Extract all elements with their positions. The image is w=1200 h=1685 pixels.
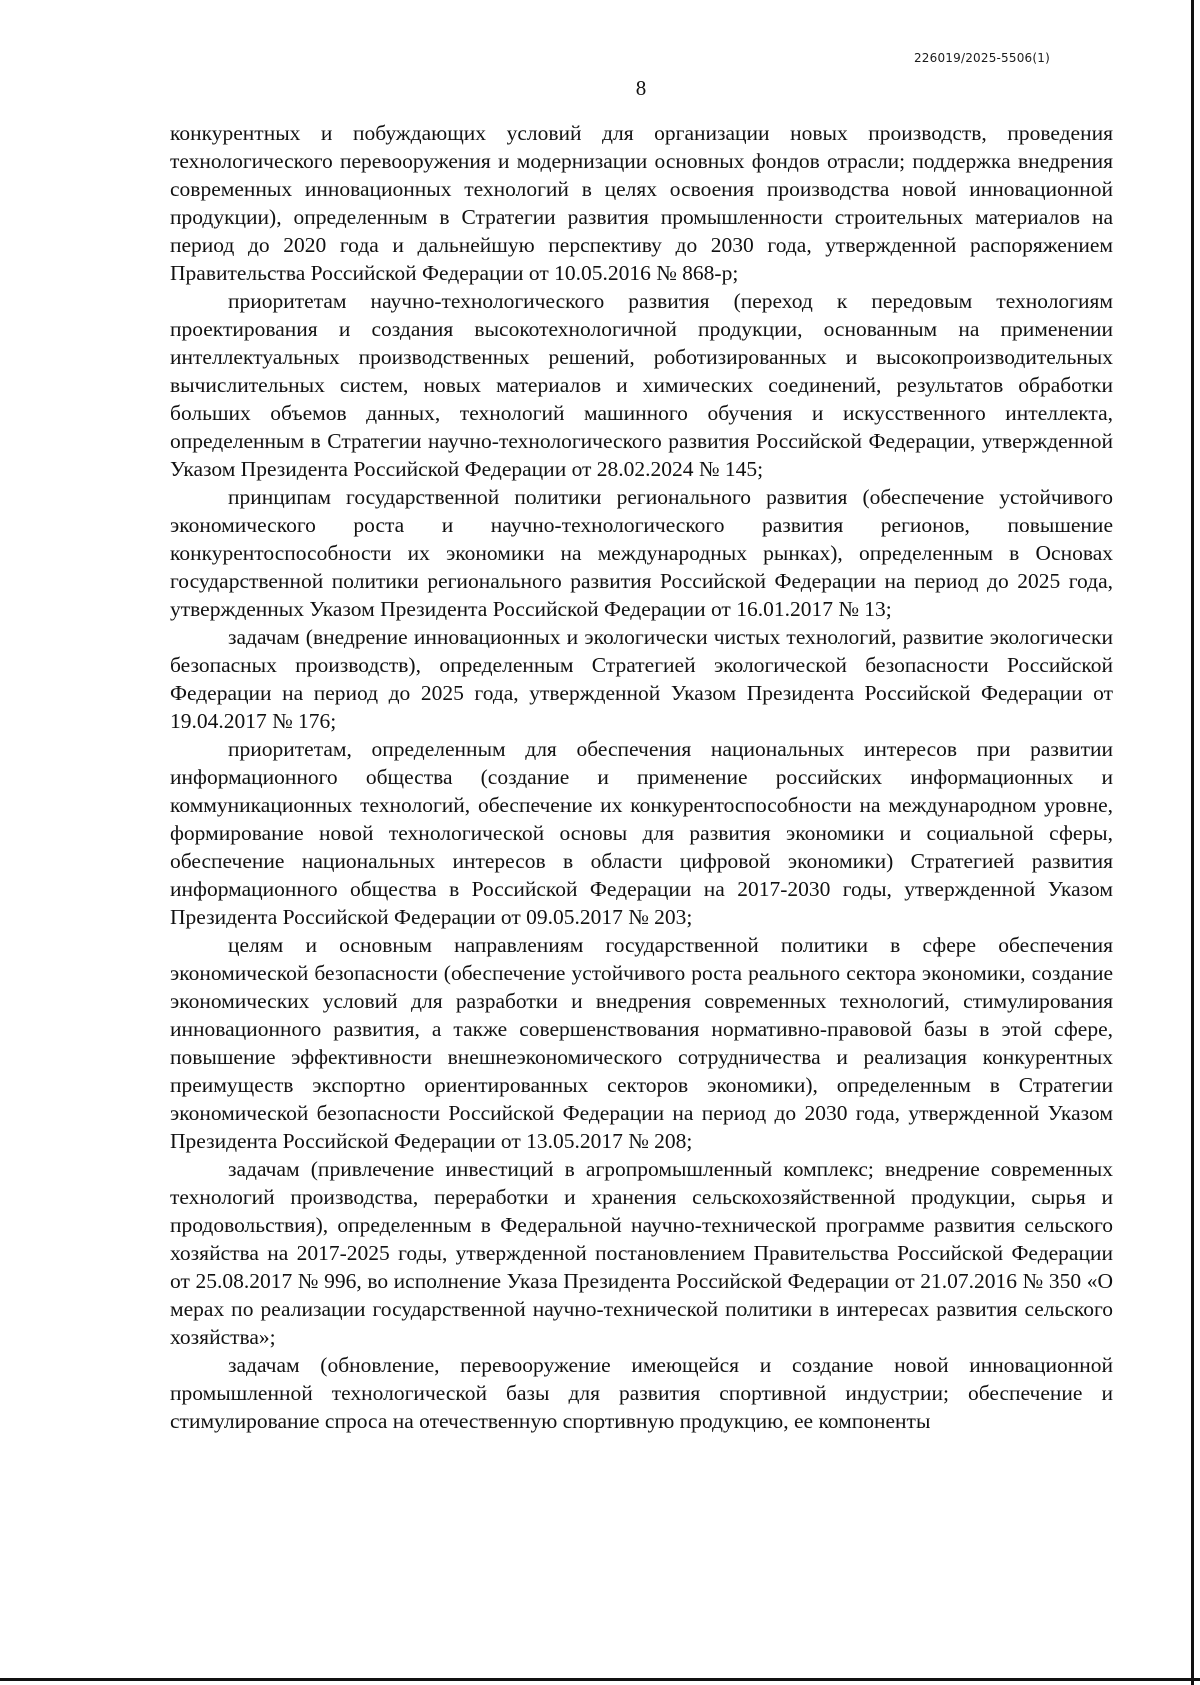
scan-edge-right	[1191, 0, 1194, 1685]
paragraph-economic-security: целям и основным направлениям государственной политики в сфере обеспечения экономической безопасности (обеспечение устойчивого роста реального сектора экономики, создание экономических условий для разработки и внедрения современных технологий, стимулирования инновационного развития, а также совершенствования нормативно-правовой базы в этой сфере, повышение эффективности внешнеэкономического сотрудничества и реализация конкурентных преимуществ экспортно ориентированных секторов экономики), определенным в Стратегии экономической безопасности Российской Федерации на период до 2030 года, утвержденной Указом Президента Российской Федерации от 13.05.2017 № 208;	[170, 933, 1113, 1153]
page-number: 8	[635, 76, 647, 100]
document-body	[170, 119, 1113, 1435]
paragraph-sports-industry: задачам (обновление, перевооружение имеющейся и создание новой инновационной промышленной технологической базы для развития спортивной индустрии; обеспечение и стимулирование спроса на отечественную спортивную продукцию, ее компоненты	[170, 1353, 1113, 1433]
scan-edge-bottom	[0, 1678, 1200, 1681]
paragraph-agriculture: задачам (привлечение инвестиций в агропромышленный комплекс; внедрение современных технологий производства, переработки и хранения сельскохозяйственной продукции, сырья и продовольствия), определенным в Федеральной научно-технической программе развития сельского хозяйства на 2017-2025 годы, утвержденной постановлением Правительства Российской Федерации от 25.08.2017 № 996, во исполнение Указа Президента Российской Федерации от 21.07.2016 № 350 «О мерах по реализации государственной научно-технической политики в интересах развития сельского хозяйства»;	[170, 1157, 1113, 1349]
paragraph-continuation: конкурентных и побуждающих условий для организации новых производств, проведения технологического перевооружения и модернизации основных фондов отрасли; поддержка внедрения современных инновационных технологий в целях освоения производства новой инновационной продукции), определенным в Стратегии развития промышленности строительных материалов на период до 2020 года и дальнейшую перспективу до 2030 года, утвержденной распоряжением Правительства Российской Федерации от 10.05.2016 № 868-р;	[170, 121, 1113, 285]
paragraph-scientific-priorities: приоритетам научно-технологического развития (переход к передовым технологиям проектирования и создания высокотехнологичной продукции, основанным на применении интеллектуальных производственных решений, роботизированных и высокопроизводительных вычислительных систем, новых материалов и химических соединений, результатов обработки больших объемов данных, технологий машинного обучения и искусственного интеллекта, определенным в Стратегии научно-технологического развития Российской Федерации, утвержденной Указом Президента Российской Федерации от 28.02.2024 № 145;	[170, 289, 1113, 481]
paragraph-information-society: приоритетам, определенным для обеспечения национальных интересов при развитии информационного общества (создание и применение российских информационных и коммуникационных технологий, обеспечение их конкурентоспособности на международном уровне, формирование новой технологической основы для развития экономики и социальной сферы, обеспечение национальных интересов в области цифровой экономики) Стратегией развития информационного общества в Российской Федерации на 2017-2030 годы, утвержденной Указом Президента Российской Федерации от 09.05.2017 № 203;	[170, 737, 1113, 929]
registration-number: 226019/2025-5506(1)	[913, 51, 1050, 65]
paragraph-ecological-safety: задачам (внедрение инновационных и экологически чистых технологий, развитие экологически безопасных производств), определенным Стратегией экологической безопасности Российской Федерации на период до 2025 года, утвержденной Указом Президента Российской Федерации от 19.04.2017 № 176;	[170, 625, 1113, 733]
paragraph-regional-policy: принципам государственной политики регионального развития (обеспечение устойчивого экономического роста и научно-технологического развития регионов, повышение конкурентоспособности их экономики на международных рынках), определенным в Основах государственной политики регионального развития Российской Федерации на период до 2025 года, утвержденных Указом Президента Российской Федерации от 16.01.2017 № 13;	[170, 485, 1113, 621]
